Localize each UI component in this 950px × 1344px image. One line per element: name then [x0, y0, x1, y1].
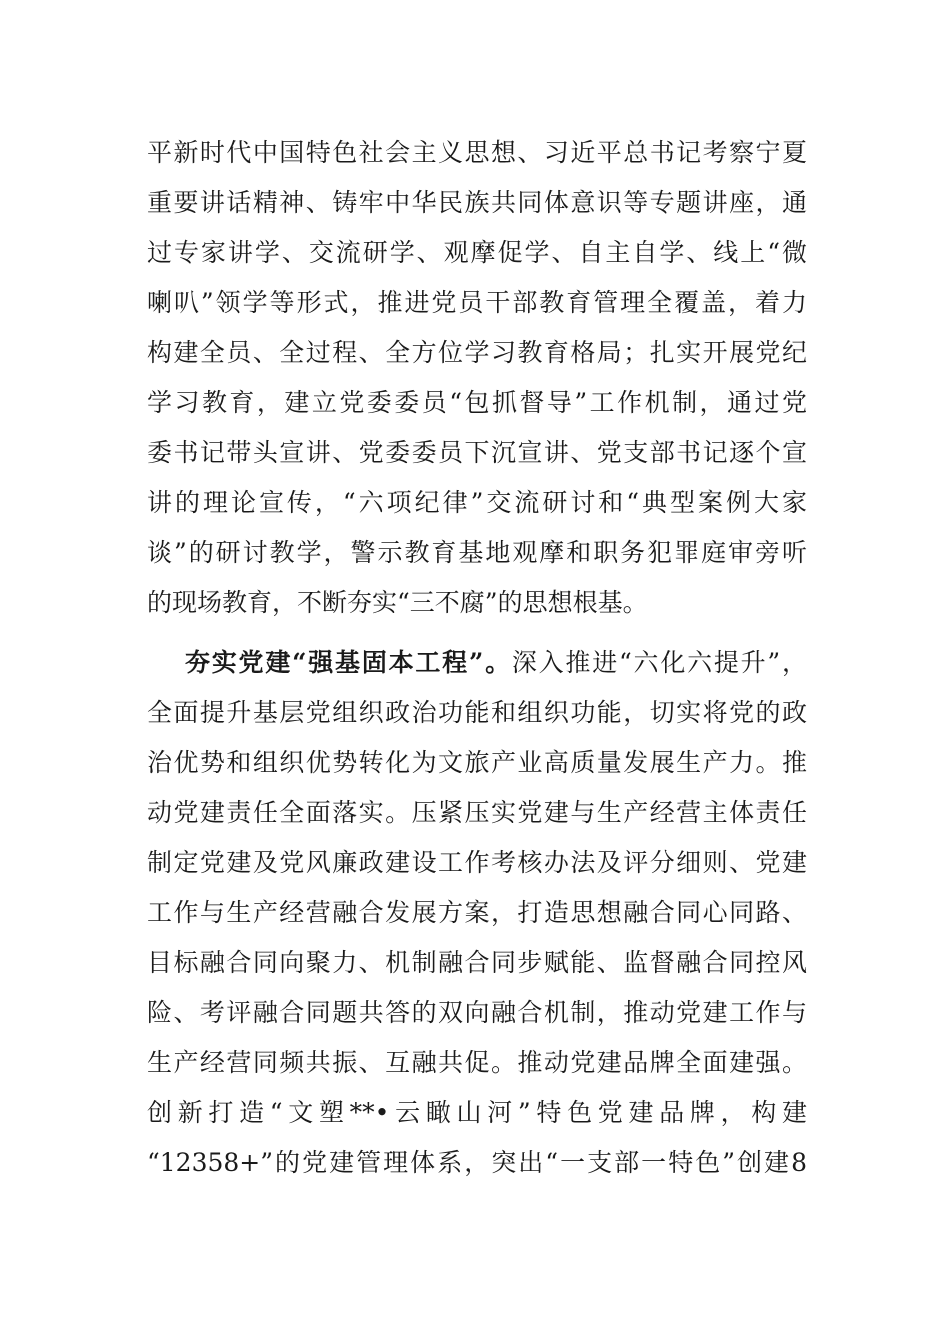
paragraph2-first-line-text: 深入推进“六化六提升”， [511, 648, 807, 677]
paragraph1-line: 学习教育，建立党委委员“包抓督导”工作机制，通过党 [147, 388, 807, 417]
paragraph1-line: 讲的理论宣传，“六项纪律”交流研讨和“典型案例大家 [147, 488, 807, 517]
paragraph1-line: 委书记带头宣讲、党委委员下沉宣讲、党支部书记逐个宣 [147, 438, 807, 467]
paragraph2-line: 动党建责任全面落实。压紧压实党建与生产经营主体责任 [147, 798, 807, 827]
paragraph2-line: 制定党建及党风廉政建设工作考核办法及评分细则、党建 [147, 848, 807, 877]
paragraph2-line: 创新打造“文塑**•云瞰山河”特色党建品牌，构建 [147, 1098, 807, 1127]
paragraph2-line: “12358+”的党建管理体系，突出“一支部一特色”创建8 [147, 1148, 807, 1177]
paragraph1-line: 的现场教育，不断夯实“三不腐”的思想根基。 [147, 588, 648, 617]
paragraph1-line: 过专家讲学、交流研学、观摩促学、自主自学、线上“微 [147, 238, 807, 267]
paragraph1-line: 构建全员、全过程、全方位学习教育格局；扎实开展党纪 [147, 338, 807, 367]
paragraph2-line: 险、考评融合同题共答的双向融合机制，推动党建工作与 [147, 998, 807, 1027]
paragraph2-line: 工作与生产经营融合发展方案，打造思想融合同心同路、 [147, 898, 807, 927]
paragraph2-line: 全面提升基层党组织政治功能和组织功能，切实将党的政 [147, 698, 807, 727]
paragraph1-line: 重要讲话精神、铸牢中华民族共同体意识等专题讲座，通 [147, 188, 807, 217]
paragraph1-line: 谈”的研讨教学，警示教育基地观摩和职务犯罪庭审旁听 [147, 538, 807, 567]
paragraph2-heading: 夯实党建“强基固本工程”。 [185, 648, 512, 677]
paragraph1-line: 喇叭”领学等形式，推进党员干部教育管理全覆盖，着力 [147, 288, 807, 317]
paragraph2-line: 治优势和组织优势转化为文旅产业高质量发展生产力。推 [147, 748, 807, 777]
paragraph2-first-line [185, 646, 807, 680]
paragraph2-line: 目标融合同向聚力、机制融合同步赋能、监督融合同控风 [147, 948, 807, 977]
paragraph2-line: 生产经营同频共振、互融共促。推动党建品牌全面建强。 [147, 1048, 807, 1077]
paragraph1-line: 平新时代中国特色社会主义思想、习近平总书记考察宁夏 [147, 138, 807, 167]
